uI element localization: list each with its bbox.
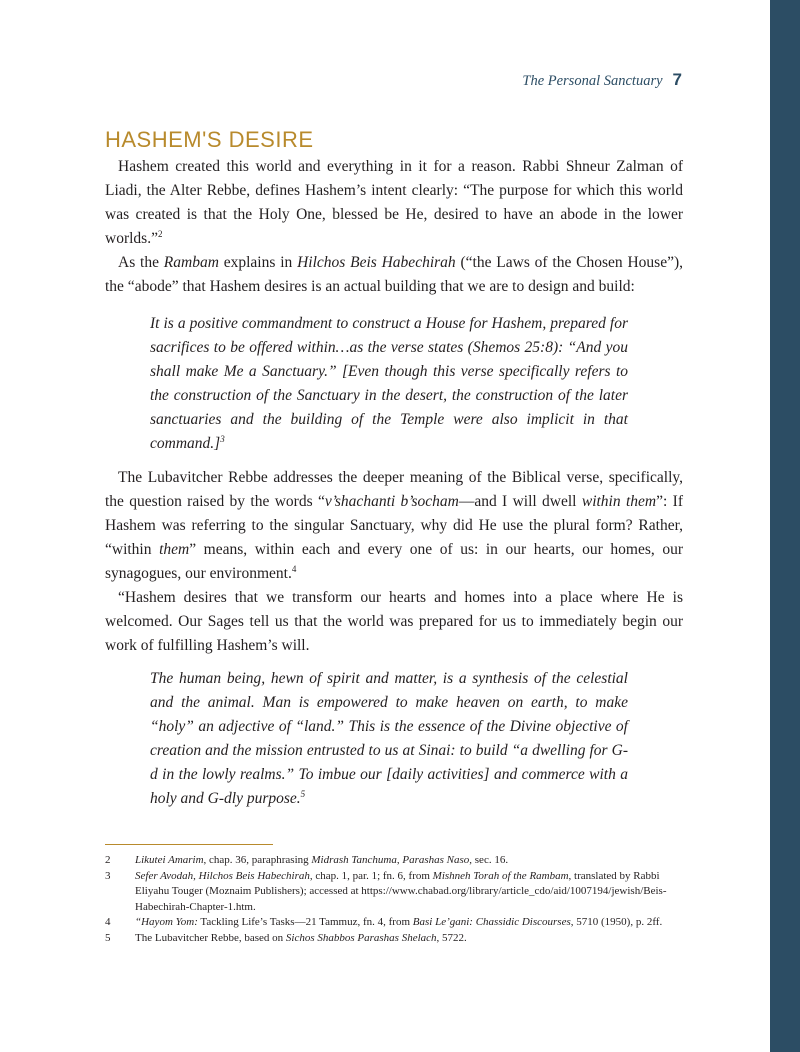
footnote-text: “Hayom Yom: Tackling Life’s Tasks—21 Tammuz, fn. 4, from Basi Le’gani: Chassidic Discourses, 5710 (1950), p. 2ff. <box>135 916 663 928</box>
footnote-ref-2[interactable]: 2 <box>157 229 163 239</box>
footnote-number: 4 <box>105 916 111 928</box>
page-edge-band <box>770 0 800 1052</box>
footnote-ref-5[interactable]: 5 <box>300 789 306 799</box>
p3-italic-2: within them <box>581 493 657 510</box>
p3-italic-1: v’shachanti b’socham <box>324 493 459 510</box>
footnote-5 <box>105 931 683 947</box>
footnote-number: 5 <box>105 931 111 944</box>
footnote-text: Sefer Avodah, Hilchos Beis Habechirah, chap. 1, par. 1; fn. 6, from Mishneh Torah of the Rambam, translated by Rabbi Eliyahu Touger (Moznaim Publishers); accessed at https://www.chabad.org/library/article_cdo/aid/1007194/jewish/Beis-Habechirah-Chapter-1.htm. <box>135 869 667 913</box>
p2-italic-2: Hilchos Beis Habechirah <box>297 254 456 271</box>
p3-text-1: The Lubavitcher Rebbe addresses the deeper meaning of the Biblical verse, specifically, the question raised by the words “ <box>105 469 683 510</box>
running-head <box>450 70 682 90</box>
p3-text-4: ” means, within each and every one of us: in our hearts, our homes, our synagogues, our environment. <box>105 541 683 582</box>
footnote-number: 2 <box>105 854 111 866</box>
footnote-divider <box>105 844 273 845</box>
body-paragraph-4: “Hashem desires that we transform our hearts and homes into a place where He is welcomed. Our Sages tell us that the world was prepared for us to immediately begin our work of fulfilling Hashem’s will. <box>105 589 683 654</box>
p3-text-2: —and I will dwell <box>458 493 582 510</box>
footnote-3 <box>105 869 683 916</box>
footnote-2 <box>105 853 683 869</box>
p2-text-2: explains in <box>218 254 298 271</box>
p2-text-3: (“the Laws of the Chosen House”), the “abode” that Hashem desires is an actual building that we are to design and build: <box>105 254 683 295</box>
running-head-title: The Personal Sanctuary <box>522 73 663 89</box>
p2-italic-1: Rambam <box>163 254 219 271</box>
footnote-text: Likutei Amarim, chap. 36, paraphrasing Midrash Tanchuma, Parashas Naso, sec. 16. <box>135 854 509 866</box>
body-paragraph-3 <box>105 466 683 586</box>
section-heading: HASHEM'S DESIRE <box>105 127 314 152</box>
block-quote-1 <box>150 312 628 456</box>
body-paragraph-2 <box>105 251 683 299</box>
footnote-4 <box>105 915 683 931</box>
p3-italic-3: them <box>159 541 190 558</box>
p2-text-1: As the <box>118 254 164 271</box>
footnote-text: The Lubavitcher Rebbe, based on Sichos Shabbos Parashas Shelach, 5722. <box>135 931 467 944</box>
quote1-text: It is a positive commandment to construct a House for Hashem, prepared for sacrifices to be offered within…as the verse states (Shemos 25:8): “And you shall make Me a Sanctuary.” [Even though this verse specifically refers to the construction of the Sanctuary in the desert, the construction of the later sanctuaries and the building of the Temple were also implicit in that command.] <box>150 315 628 452</box>
block-quote-2 <box>150 667 628 811</box>
footnote-number: 3 <box>105 869 111 882</box>
p3-text-3: ”: If Hashem was referring to the singular Sanctuary, why did He use the plural form? Rather, “within <box>105 493 683 558</box>
footnote-ref-4[interactable]: 4 <box>291 564 297 574</box>
page-number: 7 <box>672 70 682 89</box>
quote2-text: The human being, hewn of spirit and matter, is a synthesis of the celestial and the animal. Man is empowered to make heaven on earth, to make “holy” an adjective of “land.” This is the essence of the Divine objective of creation and the mission entrusted to us at Sinai: to build “a dwelling for G-d in the lowly realms.” To imbue our [daily activities] and commerce with a holy and G-dly purpose. <box>150 670 628 807</box>
p1-text: Hashem created this world and everything in it for a reason. Rabbi Shneur Zalman of Liadi, the Alter Rebbe, defines Hashem’s intent clearly: “The purpose for which this world was created is that the Holy One, blessed be He, desired to have an abode in the lower worlds.” <box>105 158 683 247</box>
footnotes <box>105 853 683 946</box>
footnote-ref-3[interactable]: 3 <box>220 434 225 444</box>
body-paragraph-1 <box>105 155 683 251</box>
